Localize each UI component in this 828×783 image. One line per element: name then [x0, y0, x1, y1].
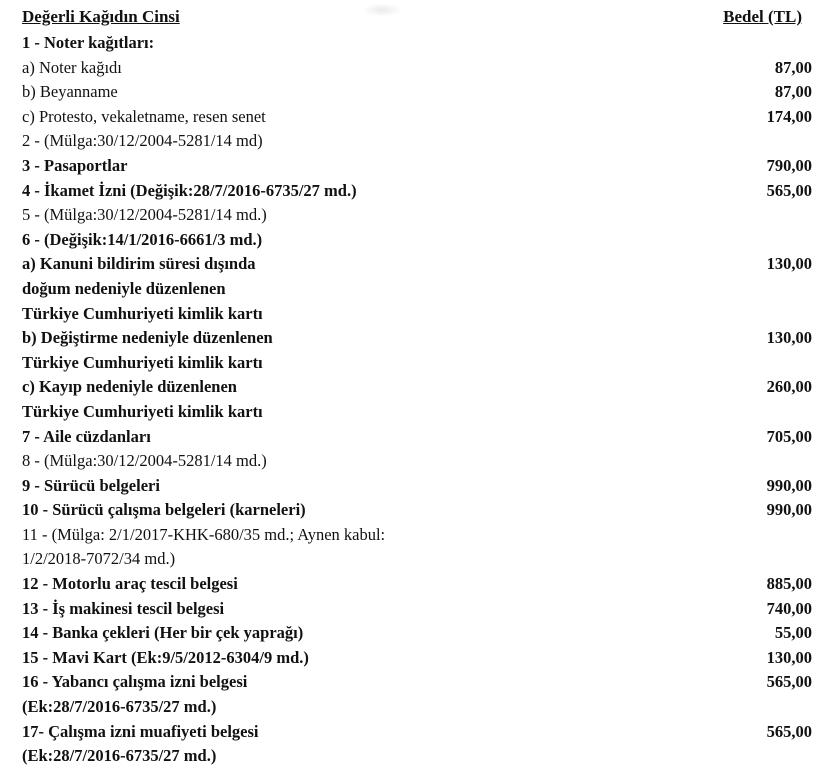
- fee-row: [22, 277, 812, 302]
- fee-row-label: 9 - Sürücü belgeleri: [22, 475, 160, 495]
- fee-row: [22, 474, 812, 499]
- fee-row-label: b) Değiştirme nedeniyle düzenlenen: [22, 328, 273, 348]
- fee-row: [22, 228, 812, 253]
- fee-row: [22, 744, 812, 769]
- fee-document: [22, 3, 812, 769]
- fee-row-label: 1/2/2018-7072/34 md.): [22, 549, 176, 569]
- fee-row-label: 4 - İkamet İzni (Değişik:28/7/2016-6735/27 md.): [22, 180, 357, 200]
- fee-row: [22, 400, 812, 425]
- fee-row-label: a) Noter kağıdı: [22, 57, 122, 77]
- fee-row: [22, 720, 812, 745]
- fee-row-amount: 130,00: [766, 328, 812, 348]
- fee-row: [22, 523, 812, 548]
- fee-row-amount: 130,00: [766, 647, 812, 667]
- fee-row-amount: 174,00: [766, 106, 812, 126]
- fee-row: [22, 621, 812, 646]
- fee-row-amount: 260,00: [766, 377, 812, 397]
- fee-row-label: 5 - (Mülga:30/12/2004-5281/14 md.): [22, 205, 267, 225]
- fee-row-label: 12 - Motorlu araç tescil belgesi: [22, 574, 238, 594]
- fee-row-label: 7 - Aile cüzdanları: [22, 426, 151, 446]
- fee-row: [22, 547, 812, 572]
- fee-row-label: 10 - Sürücü çalışma belgeleri (karneleri): [22, 500, 306, 520]
- fee-row-label: (Ek:28/7/2016-6735/27 md.): [22, 746, 217, 766]
- fee-row: [22, 326, 812, 351]
- fee-row-label: Türkiye Cumhuriyeti kimlik kartı: [22, 352, 263, 372]
- column-header-fee: Bedel (TL): [723, 7, 802, 26]
- fee-row-label: 17- Çalışma izni muafiyeti belgesi: [22, 721, 259, 741]
- fee-row-label: 3 - Pasaportlar: [22, 155, 128, 175]
- fee-row-label: Türkiye Cumhuriyeti kimlik kartı: [22, 401, 263, 421]
- table-header: [22, 3, 812, 31]
- fee-row-label: b) Beyanname: [22, 82, 118, 102]
- fee-row-amount: 55,00: [774, 623, 812, 643]
- fee-row-label: 8 - (Mülga:30/12/2004-5281/14 md.): [22, 451, 267, 471]
- fee-row-label: 2 - (Mülga:30/12/2004-5281/14 md): [22, 131, 263, 151]
- fee-rows: [22, 31, 812, 769]
- fee-row-label: 15 - Mavi Kart (Ek:9/5/2012-6304/9 md.): [22, 647, 309, 667]
- fee-row-amount: 885,00: [766, 574, 812, 594]
- fee-row: [22, 572, 812, 597]
- fee-row: [22, 670, 812, 695]
- column-header-document-type: Değerli Kağıdın Cinsi: [22, 7, 180, 26]
- fee-row: [22, 31, 812, 56]
- fee-row: [22, 302, 812, 327]
- fee-row-amount: 565,00: [766, 180, 812, 200]
- fee-row: [22, 498, 812, 523]
- fee-row: [22, 375, 812, 400]
- fee-row-label: Türkiye Cumhuriyeti kimlik kartı: [22, 303, 263, 323]
- fee-row-label: 1 - Noter kağıtları:: [22, 33, 155, 52]
- fee-row-amount: 87,00: [774, 57, 812, 77]
- fee-row-label: 14 - Banka çekleri (Her bir çek yaprağı): [22, 623, 304, 643]
- fee-row-label: 13 - İş makinesi tescil belgesi: [22, 598, 225, 618]
- fee-row-amount: 130,00: [766, 254, 812, 274]
- fee-row-label: (Ek:28/7/2016-6735/27 md.): [22, 697, 217, 717]
- fee-row-label: 16 - Yabancı çalışma izni belgesi: [22, 672, 248, 692]
- fee-row: [22, 449, 812, 474]
- fee-row: [22, 646, 812, 671]
- fee-row-label: a) Kanuni bildirim süresi dışında: [22, 254, 256, 274]
- fee-row-amount: 790,00: [766, 155, 812, 175]
- fee-row: [22, 154, 812, 179]
- fee-row-amount: 87,00: [774, 82, 812, 102]
- fee-row-amount: 740,00: [766, 598, 812, 618]
- fee-row-label: 6 - (Değişik:14/1/2016-6661/3 md.): [22, 229, 263, 249]
- fee-row: [22, 252, 812, 277]
- fee-row: [22, 129, 812, 154]
- fee-row-label: 11 - (Mülga: 2/1/2017-KHK-680/35 md.; Aynen kabul:: [22, 524, 386, 544]
- fee-row: [22, 56, 812, 81]
- fee-row-amount: 565,00: [766, 721, 812, 741]
- fee-row: [22, 351, 812, 376]
- fee-row-amount: 990,00: [766, 475, 812, 495]
- fee-row-amount: 705,00: [766, 426, 812, 446]
- fee-row-label: c) Protesto, vekaletname, resen senet: [22, 106, 266, 126]
- fee-row-label: c) Kayıp nedeniyle düzenlenen: [22, 377, 237, 397]
- fee-row: [22, 105, 812, 130]
- fee-row-amount: 990,00: [766, 500, 812, 520]
- fee-row-amount: 565,00: [766, 672, 812, 692]
- fee-row-label: doğum nedeniyle düzenlenen: [22, 278, 226, 298]
- fee-row: [22, 695, 812, 720]
- fee-row: [22, 80, 812, 105]
- fee-row: [22, 203, 812, 228]
- fee-row: [22, 179, 812, 204]
- fee-row: [22, 597, 812, 622]
- fee-row: [22, 425, 812, 450]
